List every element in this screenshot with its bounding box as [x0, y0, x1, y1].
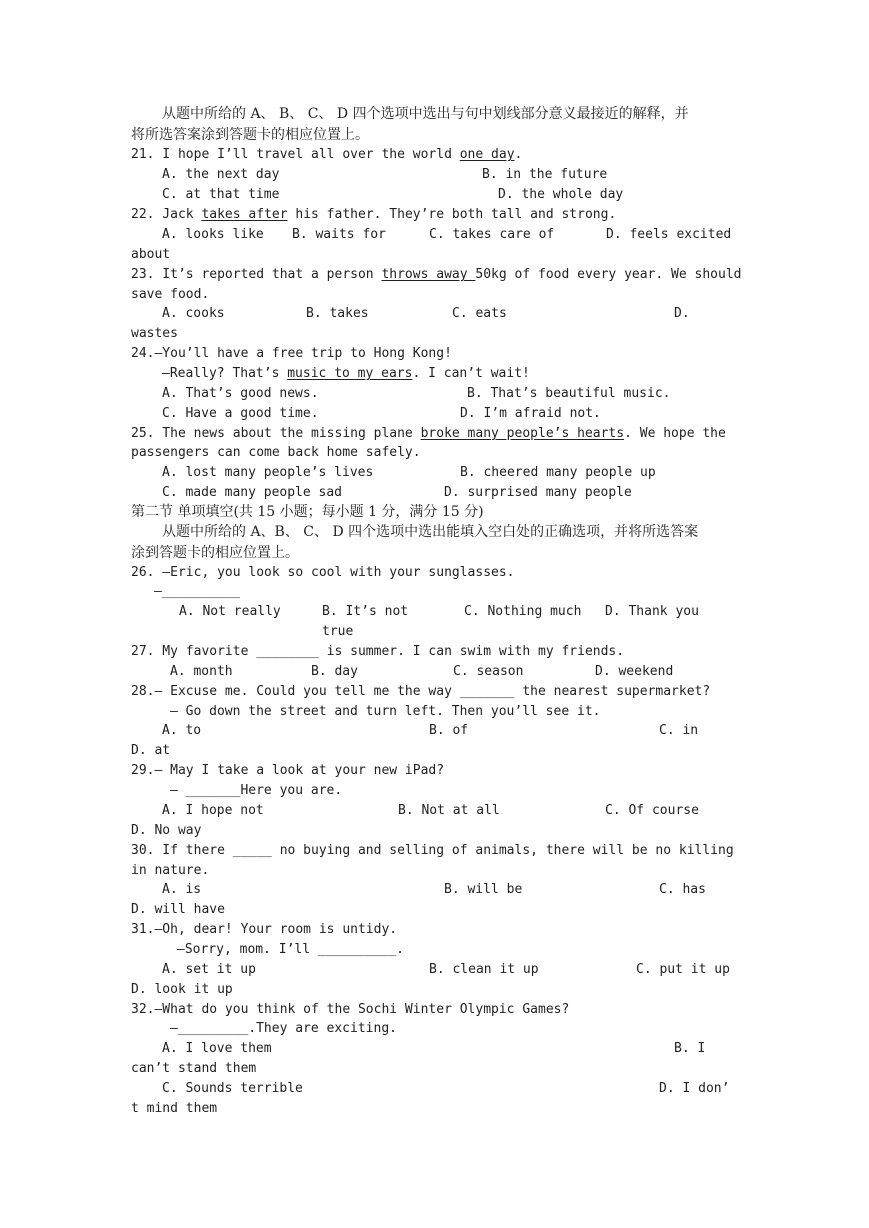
section2-title: 第二节 单项填空(共 15 小题；每小题 1 分，满分 15 分) — [131, 504, 484, 520]
q21-option-a: A. the next day — [162, 167, 280, 182]
q30-stem-line1: 30. If there _____ no buying and selling of animals, there will be no killing — [131, 843, 734, 858]
q29-stem-line2: — _______Here you are. — [170, 783, 343, 798]
q25-option-b: B. cheered many people up — [460, 465, 656, 480]
q32-option-c: C. Sounds terrible — [162, 1081, 303, 1096]
q32-option-a: A. I love them — [162, 1041, 272, 1056]
q29-option-c: C. Of course — [605, 803, 699, 818]
q31-option-b: B. clean it up — [429, 962, 539, 977]
q25-option-a: A. lost many people’s lives — [162, 465, 374, 480]
q26-option-d: D. Thank you — [605, 604, 699, 619]
section2-instruction-line2: 涂到答题卡的相应位置上。 — [131, 545, 299, 561]
q30-option-b: B. will be — [444, 882, 523, 897]
q27-option-d: D. weekend — [595, 664, 674, 679]
q23-stem: 23. It’s reported that a person throws away 50kg of food every year. We should — [131, 267, 742, 282]
q32-option-d-wrap: t mind them — [131, 1101, 218, 1116]
q31-option-d: D. look it up — [131, 982, 233, 997]
q22-option-d: D. feels excited — [606, 227, 732, 242]
q32-option-d: D. I don’ — [659, 1081, 730, 1096]
q24-option-b: B. That’s beautiful music. — [467, 386, 671, 401]
q31-option-c: C. put it up — [636, 962, 730, 977]
q30-option-a: A. is — [162, 882, 202, 897]
q30-stem-line2: in nature. — [131, 863, 210, 878]
q24-stem-line2: —Really? That’s music to my ears. I can’t wait! — [162, 366, 530, 381]
q31-option-a: A. set it up — [162, 962, 256, 977]
q32-stem-line1: 32.—What do you think of the Sochi Winter Olympic Games? — [131, 1002, 570, 1017]
q26-stem-line2: —__________ — [154, 584, 241, 599]
q24-option-a: A. That’s good news. — [162, 386, 319, 401]
q21-option-d: D. the whole day — [498, 187, 624, 202]
q32-option-b: B. I — [674, 1041, 706, 1056]
section2-instruction-line1: 从题中所给的 A、B、 C、 D 四个选项中选出能填入空白处的正确选项，并将所选答案 — [162, 524, 699, 540]
q25-stem-line2: passengers can come back home safely. — [131, 445, 421, 460]
q32-stem-line2: —_________.They are exciting. — [170, 1021, 397, 1036]
q27-stem: 27. My favorite ________ is summer. I can swim with my friends. — [131, 644, 625, 659]
q22-stem: 22. Jack takes after his father. They’re both tall and strong. — [131, 207, 617, 222]
q28-option-d: D. at — [131, 743, 171, 758]
q23-stem-line2: save food. — [131, 287, 210, 302]
section1-instruction-line2: 将所选答案涂到答题卡的相应位置上。 — [131, 127, 369, 143]
q23-option-c: C. eats — [452, 306, 507, 321]
q23-option-b: B. takes — [306, 306, 369, 321]
q31-stem-line1: 31.—Oh, dear! Your room is untidy. — [131, 922, 398, 937]
q28-stem-line1: 28.— Excuse me. Could you tell me the way _______ the nearest supermarket? — [131, 684, 711, 699]
q28-option-b: B. of — [429, 723, 469, 738]
q25-option-c: C. made many people sad — [162, 485, 343, 500]
q22-option-a: A. looks like — [162, 227, 264, 242]
q27-option-b: B. day — [311, 664, 358, 679]
q32-option-b-wrap: can’t stand them — [131, 1061, 257, 1076]
q26-option-b: B. It’s not — [322, 604, 409, 619]
q28-option-c: C. in — [659, 723, 699, 738]
q24-option-c: C. Have a good time. — [162, 406, 319, 421]
q22-option-c: C. takes care of — [429, 227, 555, 242]
q27-option-a: A. month — [170, 664, 233, 679]
q23-option-d: D. — [674, 306, 690, 321]
q22-option-b: B. waits for — [292, 227, 386, 242]
q26-option-c: C. Nothing much — [464, 604, 582, 619]
q21-stem: 21. I hope I’ll travel all over the world one day. — [131, 147, 523, 162]
q28-stem-line2: — Go down the street and turn left. Then you’ll see it. — [170, 704, 601, 719]
q21-option-c: C. at that time — [162, 187, 280, 202]
q26-option-b-wrap: true — [322, 624, 354, 639]
q26-option-a: A. Not really — [179, 604, 281, 619]
q22-option-d-wrap: about — [131, 247, 171, 262]
section1-instruction-line1: 从题中所给的 A、 B、 C、 D 四个选项中选出与句中划线部分意义最接近的解释，并 — [162, 106, 689, 122]
q27-option-c: C. season — [453, 664, 524, 679]
q29-option-b: B. Not at all — [398, 803, 500, 818]
q31-stem-line2: —Sorry, mom. I’ll __________. — [177, 942, 404, 957]
q25-option-d: D. surprised many people — [444, 485, 632, 500]
q23-option-d-wrap: wastes — [131, 326, 178, 341]
q24-stem-line1: 24.—You’ll have a free trip to Hong Kong! — [131, 346, 452, 361]
q21-option-b: B. in the future — [482, 167, 608, 182]
q29-option-a: A. I hope not — [162, 803, 264, 818]
q29-option-d: D. No way — [131, 823, 202, 838]
q26-stem-line1: 26. —Eric, you look so cool with your sunglasses. — [131, 565, 515, 580]
q23-option-a: A. cooks — [162, 306, 225, 321]
q24-option-d: D. I’m afraid not. — [460, 406, 601, 421]
q30-option-d: D. will have — [131, 902, 225, 917]
q28-option-a: A. to — [162, 723, 202, 738]
q30-option-c: C. has — [659, 882, 706, 897]
q25-stem: 25. The news about the missing plane broke many people’s hearts. We hope the — [131, 426, 726, 441]
q29-stem-line1: 29.— May I take a look at your new iPad? — [131, 763, 445, 778]
